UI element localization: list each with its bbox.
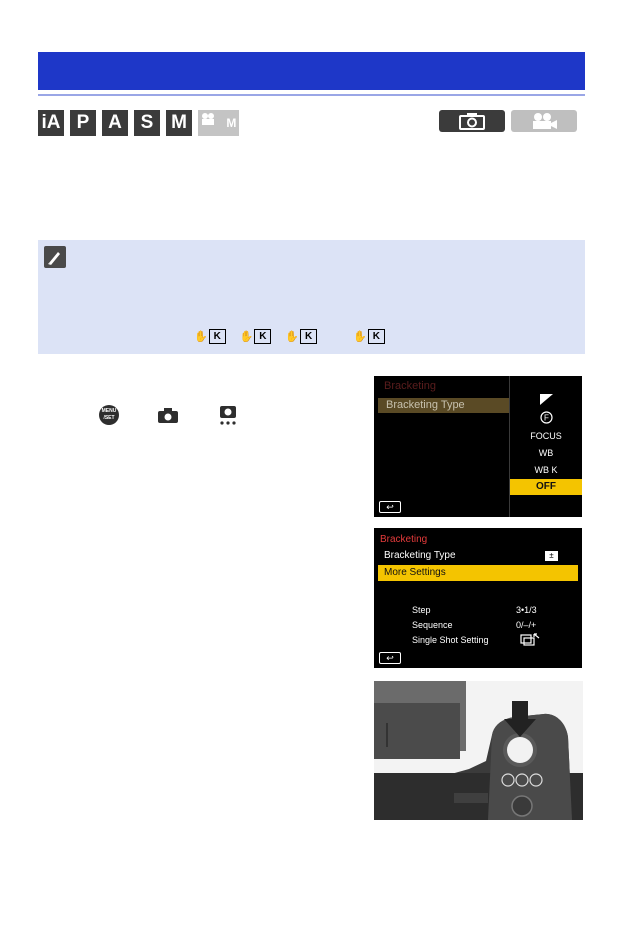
screen-menu-title: Bracketing <box>380 534 428 545</box>
option-white-balance[interactable]: WB <box>538 448 554 458</box>
bracketing-type-row[interactable] <box>378 398 509 413</box>
drive-mode-glyph <box>240 329 272 344</box>
option-white-balance-temperature[interactable]: WB K <box>534 465 558 475</box>
mode-creative-video-letter: M <box>226 116 237 130</box>
exposure-bracket-icon <box>540 394 553 405</box>
info-value-step: 3•1/3 <box>516 605 537 615</box>
info-label-single-shot: Single Shot Setting <box>412 635 489 645</box>
photo-video-availability <box>439 110 577 132</box>
recording-mode-icons <box>38 110 239 136</box>
option-aperture[interactable] <box>510 411 582 427</box>
camera-top-illustration <box>374 681 583 820</box>
screen-menu-title: Bracketing <box>384 380 436 392</box>
option-off[interactable]: OFF <box>510 479 582 495</box>
mode-s-icon: S <box>134 110 160 136</box>
more-settings-row[interactable] <box>378 565 578 581</box>
option-exposure[interactable] <box>510 394 582 410</box>
menu-path-icons <box>99 404 239 426</box>
glyph-letter: K <box>368 329 385 344</box>
glyph-letter: K <box>254 329 271 344</box>
bracketing-type-options <box>510 394 582 496</box>
photo-menu-icon <box>157 407 179 424</box>
info-label-step: Step <box>412 605 431 615</box>
drive-mode-glyphs <box>194 329 385 344</box>
bracketing-type-screen <box>374 376 582 517</box>
drive-mode-glyph <box>194 329 226 344</box>
back-arrow-icon[interactable]: ↩ <box>379 501 401 513</box>
video-available-badge <box>511 110 577 132</box>
mode-ia-icon: iA <box>38 110 64 136</box>
tip-box <box>38 240 585 354</box>
hand-icon: ✋ <box>285 331 300 343</box>
mode-p-icon: P <box>70 110 96 136</box>
row-label: More Settings <box>384 567 446 578</box>
shutter-button-photo <box>374 681 583 820</box>
pencil-icon <box>44 246 66 268</box>
photo-camera-icon <box>459 112 485 130</box>
section-title-bar <box>38 52 585 90</box>
bracketing-type-row[interactable] <box>378 548 578 564</box>
option-focus[interactable]: FOCUS <box>530 431 562 441</box>
back-arrow-icon[interactable]: ↩ <box>379 652 401 664</box>
movie-camera-icon <box>201 111 223 127</box>
glyph-letter: K <box>300 329 317 344</box>
exposure-bracket-icon: ± <box>545 551 558 561</box>
photo-available-badge <box>439 110 505 132</box>
mode-creative-video-icon <box>198 110 239 136</box>
hand-icon: ✋ <box>239 331 254 343</box>
single-shot-icon <box>520 632 540 646</box>
video-camera-icon <box>529 112 559 130</box>
mode-a-icon: A <box>102 110 128 136</box>
glyph-letter: K <box>209 329 226 344</box>
mode-m-icon: M <box>166 110 192 136</box>
svg-text:F: F <box>543 413 549 423</box>
hand-icon: ✋ <box>353 331 367 343</box>
bracketing-settings-screen <box>374 528 582 668</box>
title-underline <box>38 94 585 96</box>
drive-mode-glyph <box>285 329 317 344</box>
row-label: Bracketing Type <box>386 399 465 411</box>
row-label: Bracketing Type <box>384 550 456 561</box>
info-value-sequence: 0/–/+ <box>516 620 537 630</box>
hand-icon: ✋ <box>194 331 208 343</box>
menu-set-button-icon <box>99 405 119 425</box>
recording-submenu-icon <box>217 404 239 426</box>
info-label-sequence: Sequence <box>412 620 453 630</box>
menu-set-label: MENU /SET <box>101 408 117 421</box>
drive-mode-glyph <box>353 329 385 344</box>
aperture-bracket-icon <box>540 411 553 424</box>
